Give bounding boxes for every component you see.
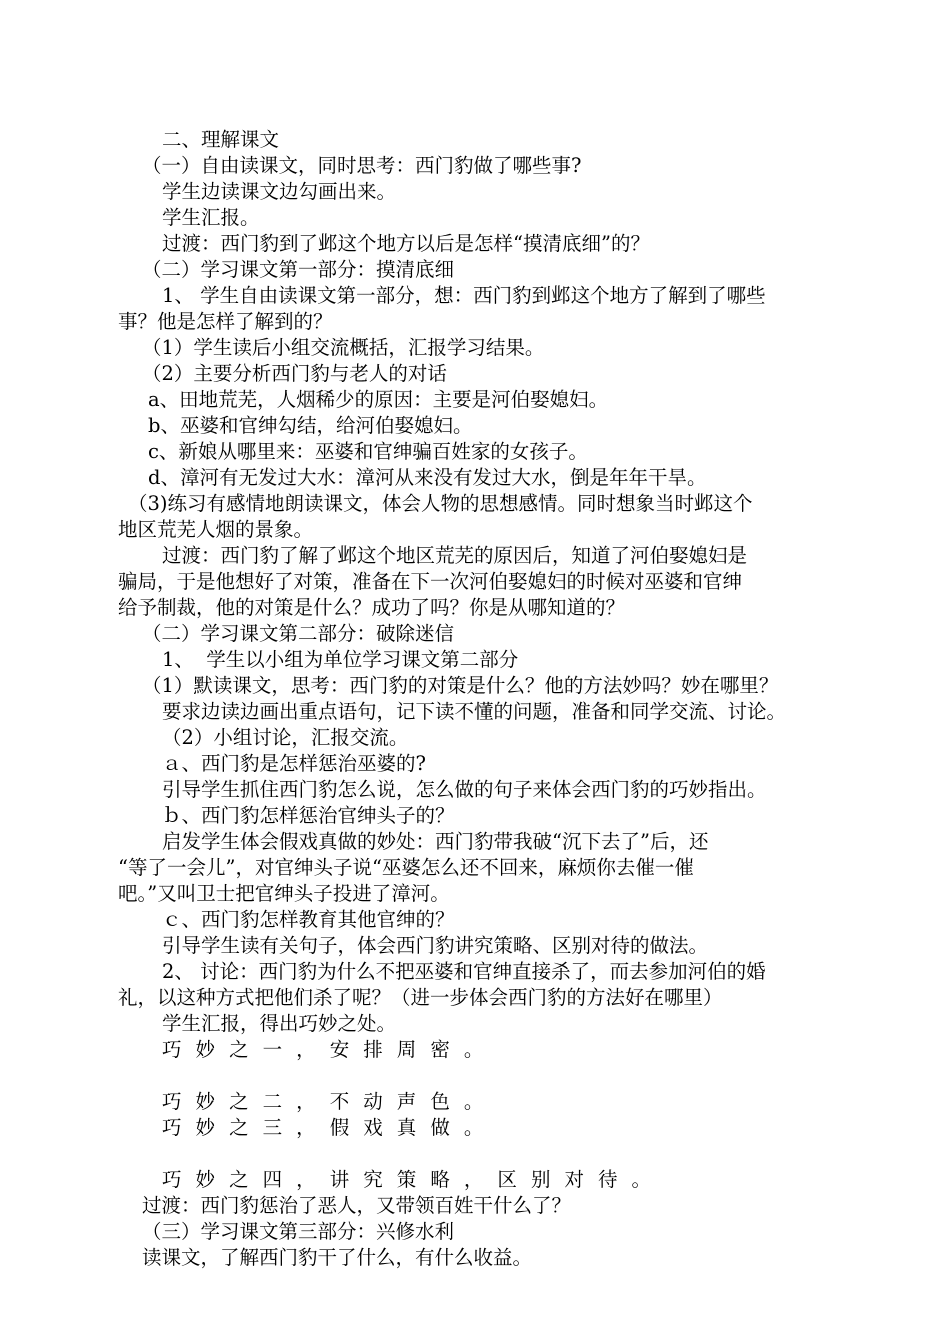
summary-point: 巧妙之一，安排周密。: [162, 1038, 498, 1061]
paragraph-line: 地区荒芜人烟的景象。: [118, 518, 314, 541]
paragraph-line: a、田地荒芜，人烟稀少的原因：主要是河伯娶媳妇。: [148, 388, 609, 411]
paragraph-line: b、巫婆和官绅勾结，给河伯娶媳妇。: [148, 414, 473, 437]
paragraph-line: 启发学生体会假戏真做的妙处：西门豹带我破“沉下去了”后，还: [162, 830, 709, 853]
paragraph-line: ｂ、西门豹怎样惩治官绅头子的？: [162, 804, 455, 827]
paragraph-line: 2、 讨论：西门豹为什么不把巫婆和官绅直接杀了，而去参加河伯的婚: [162, 960, 766, 983]
paragraph-line: 过渡：西门豹到了邺这个地方以后是怎样“摸清底细”的？: [162, 232, 650, 255]
paragraph-line: （3)练习有感情地朗读课文，体会人物的思想感情。同时想象当时邺这个: [128, 492, 753, 515]
paragraph-line: ｃ、西门豹怎样教育其他官绅的？: [162, 908, 455, 931]
section-heading: 二、理解课文: [162, 128, 280, 151]
paragraph-line: d、漳河有无发过大水：漳河从来没有发过大水，倒是年年干旱。: [148, 466, 707, 489]
paragraph-line: 过渡：西门豹了解了邺这个地区荒芜的原因后，知道了河伯娶媳妇是: [162, 544, 748, 567]
paragraph-line: （2）主要分析西门豹与老人的对话: [142, 362, 447, 385]
paragraph-line: （1）默读课文，思考：西门豹的对策是什么？他的方法妙吗？妙在哪里？: [142, 674, 779, 697]
paragraph-line: 引导学生读有关句子，体会西门豹讲究策略、区别对待的做法。: [162, 934, 709, 957]
paragraph-line: 过渡：西门豹惩治了恶人，又带领百姓干什么了？: [142, 1194, 572, 1217]
subsection-heading: （三）学习课文第三部分：兴修水利: [142, 1220, 455, 1243]
paragraph-line: 学生边读课文边勾画出来。: [162, 180, 397, 203]
paragraph-line: 要求边读边画出重点语句，记下读不懂的问题，准备和同学交流、讨论。: [162, 700, 787, 723]
subsection-heading: （二）学习课文第二部分：破除迷信: [142, 622, 455, 645]
paragraph-line: （一）自由读课文，同时思考：西门豹做了哪些事?: [142, 154, 582, 177]
paragraph-line: 骗局，于是他想好了对策，准备在下一次河伯娶媳妇的时候对巫婆和官绅: [118, 570, 743, 593]
paragraph-line: 读课文，了解西门豹干了什么，有什么收益。: [142, 1246, 533, 1269]
paragraph-line: “等了一会儿”，对官绅头子说“巫婆怎么还不回来，麻烦你去催一催: [118, 856, 694, 879]
paragraph-line: ａ、西门豹是怎样惩治巫婆的?: [162, 752, 426, 775]
summary-point: 巧妙之四，讲究策略，区别对待。: [162, 1168, 666, 1191]
paragraph-line: 1、 学生以小组为单位学习课文第二部分: [162, 648, 519, 671]
paragraph-line: 给予制裁，他的对策是什么？成功了吗？你是从哪知道的？: [118, 596, 626, 619]
paragraph-line: 引导学生抓住西门豹怎么说，怎么做的句子来体会西门豹的巧妙指出。: [162, 778, 767, 801]
paragraph-line: 礼，以这种方式把他们杀了呢？（进一步体会西门豹的方法好在哪里）: [118, 986, 723, 1009]
paragraph-line: 学生汇报。: [162, 206, 260, 229]
summary-point: 巧妙之三，假戏真做。: [162, 1116, 498, 1139]
paragraph-line: （1）学生读后小组交流概括，汇报学习结果。: [142, 336, 545, 359]
paragraph-line: 1、 学生自由读课文第一部分，想：西门豹到邺这个地方了解到了哪些: [162, 284, 766, 307]
paragraph-line: 事？他是怎样了解到的？: [118, 310, 333, 333]
paragraph-line: c、新娘从哪里来：巫婆和官绅骗百姓家的女孩子。: [148, 440, 588, 463]
subsection-heading: （二）学习课文第一部分：摸清底细: [142, 258, 455, 281]
paragraph-line: （2）小组讨论，汇报交流。: [162, 726, 409, 749]
paragraph-line: 学生汇报，得出巧妙之处。: [162, 1012, 397, 1035]
paragraph-line: 吧。”又叫卫士把官绅头子投进了漳河。: [118, 882, 450, 905]
summary-point: 巧妙之二，不动声色。: [162, 1090, 498, 1113]
